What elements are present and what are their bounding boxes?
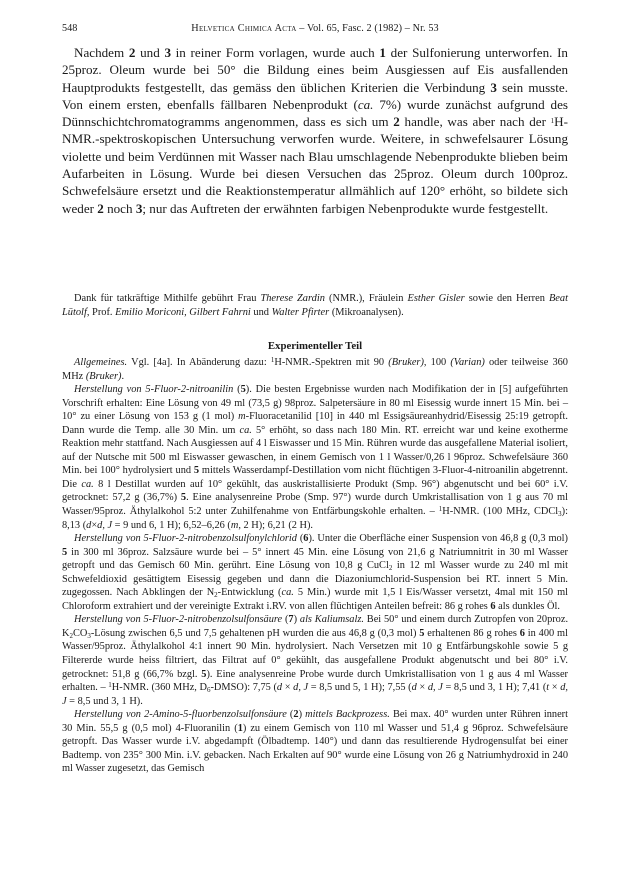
text-run: sowie den Herren bbox=[464, 293, 549, 304]
text-run: ) bbox=[293, 614, 300, 626]
text-run: m bbox=[238, 411, 246, 423]
text-run: d bbox=[276, 682, 283, 694]
text-run: der Sulfonierung unterworfen. In 25proz. Oleum wurde bei 50° die Bildung eines beim Ausgiessen auf Eis ausfallenden Hauptprodukts festgestellt, das gemäss den üblichen Kriterien die Verbindung bbox=[62, 45, 568, 95]
text-run: mittels Wasserdampf-Destillation vom nicht flüchtigen 3-Fluor-4-nitroanilin abgetrennt. Die bbox=[62, 465, 568, 490]
paragraph-compound-2 bbox=[62, 708, 568, 776]
text-run: 1 bbox=[438, 505, 443, 514]
text-run: Herstellung von 5-Fluor-2-nitrobenzolsulfonsäure bbox=[74, 614, 283, 626]
text-run: handle, was aber nach der bbox=[399, 114, 551, 130]
text-run: -Fluoracetanilid [10] in 440 ml Essigsäureanhydrid/Eisessig 25:19 getropft. Dann wurde die Temp. alle 30 Min. um bbox=[62, 411, 569, 436]
text-run: 1 bbox=[237, 722, 243, 734]
text-run: 2 bbox=[97, 200, 104, 216]
paragraph-allgemeines bbox=[62, 356, 568, 383]
text-run: Bei 50° und einem durch Zutropfen von 20proz. K bbox=[62, 614, 569, 639]
text-run: 6 bbox=[490, 600, 496, 612]
text-run: -DMSO): 7,75 ( bbox=[210, 682, 277, 694]
text-run: Vgl. [4a]. In Abänderung dazu: bbox=[127, 357, 271, 368]
text-run: m bbox=[230, 519, 239, 531]
text-run: 3 bbox=[135, 200, 143, 216]
text-run: ( bbox=[233, 384, 241, 396]
text-run: 2 bbox=[293, 709, 299, 721]
text-run: (NMR.), Fräulein bbox=[324, 293, 408, 304]
text-run: × bbox=[416, 682, 428, 694]
text-run: 5 bbox=[419, 627, 425, 639]
text-run: 1 bbox=[108, 681, 112, 690]
text-run: Herstellung von 5-Fluor-2-nitroanilin bbox=[74, 384, 234, 396]
text-run: ): 8,13 ( bbox=[62, 506, 568, 531]
text-run: in reiner Form vorlagen, wurde auch bbox=[170, 45, 380, 60]
text-run: × bbox=[549, 682, 561, 694]
text-run: 5 bbox=[62, 546, 68, 558]
text-run: 3 bbox=[164, 45, 171, 60]
text-run: und bbox=[250, 307, 272, 318]
text-run: CO bbox=[72, 627, 88, 639]
text-run: Therese Zardin bbox=[260, 293, 325, 304]
section-heading: Experimenteller Teil bbox=[267, 340, 363, 352]
text-run: 3 bbox=[87, 631, 91, 640]
paragraph-compound-7 bbox=[62, 613, 568, 708]
text-run: ( bbox=[282, 614, 289, 626]
journal-name: Helvetica Chimica Acta bbox=[191, 23, 297, 34]
text-run: 5 Min.) wurde mit 1,5 l Eis/Wasser versetzt, 4mal mit 150 ml Chloroform extrahiert und der vereinigte Extrakt i.RV. von allen flüchtigen Anteilen befreit: 86 g rohes bbox=[62, 587, 568, 612]
text-run: ( bbox=[296, 533, 304, 545]
text-run: , 2 H); 6,21 (2 H). bbox=[238, 519, 314, 531]
text-run: 8 l Destillat wurden auf 10° gekühlt, das auskristallisierte Produkt (Smp. 96°) abgenutscht und bei 60° i.V. getrocknet: 57,2 g (36,7%) bbox=[62, 478, 568, 504]
text-run: -Entwicklung ( bbox=[217, 587, 282, 599]
text-run: , Prof. bbox=[86, 307, 116, 318]
text-run: ) bbox=[298, 709, 306, 721]
intro-paragraph bbox=[62, 44, 568, 217]
acknowledgement-paragraph bbox=[62, 292, 568, 320]
text-run: , 100 bbox=[423, 357, 451, 368]
text-run: × bbox=[91, 519, 98, 531]
text-run: sein musste. Von einem ersten, ebenfalls fällbaren Nebenprodukt ( bbox=[62, 79, 568, 112]
text-run: ). Eine analysenreine Probe wurde durch Umkristallisation von 1 g aus 4 ml Wasser erhalten. – bbox=[62, 668, 568, 694]
running-header bbox=[62, 22, 568, 36]
text-run: d, J bbox=[427, 682, 443, 694]
text-run: Esther Gisler bbox=[407, 293, 465, 304]
text-run: -Lösung zwischen 6,5 und 7,5 gehaltenen pH wurden die aus 46,8 g (0,3 mol) bbox=[90, 627, 420, 639]
text-run: 3 bbox=[490, 79, 497, 95]
page-number: 548 bbox=[62, 23, 78, 34]
text-run: 6 bbox=[519, 627, 525, 639]
paragraph-compound-6 bbox=[62, 532, 568, 613]
text-run: d bbox=[411, 682, 417, 694]
text-run: Dank für tatkräftige Mithilfe gebührt Frau bbox=[74, 293, 261, 304]
text-run: H-NMR.-Spektren mit 90 bbox=[274, 357, 389, 368]
text-run: 5 bbox=[180, 492, 187, 504]
journal-citation bbox=[62, 22, 568, 36]
text-run: (Varian) bbox=[450, 357, 485, 368]
text-run: und bbox=[135, 45, 165, 60]
text-run: d bbox=[86, 519, 92, 531]
text-run: 1 bbox=[550, 117, 555, 126]
text-run: d, J bbox=[293, 682, 309, 694]
text-run: Beat Lütolf bbox=[62, 293, 568, 318]
text-run: in 12 ml Wasser wurde zu 240 ml mit Schwefeldioxid gesättigtem Eisessig gegeben und dann die Diazoniumchlorid-Suspension bei RT. innert 5 Min. zugegossen. Nach Abklingen der N bbox=[62, 560, 568, 599]
text-run: oder teilweise 360 MHz bbox=[62, 357, 568, 382]
text-run: ca. bbox=[239, 424, 252, 436]
text-run: (Bruker) bbox=[388, 357, 424, 368]
text-run: d, J bbox=[62, 682, 569, 707]
paragraph-compound-5 bbox=[62, 383, 568, 532]
text-run: Nachdem bbox=[74, 45, 129, 60]
text-run: (Mikroanalysen). bbox=[329, 307, 404, 318]
text-run: ca. bbox=[81, 478, 94, 490]
text-run: noch bbox=[103, 200, 136, 216]
text-run: Allgemeines. bbox=[74, 357, 128, 368]
text-run: t bbox=[546, 682, 550, 694]
text-run: d, J bbox=[97, 519, 113, 531]
text-run: 2 bbox=[393, 114, 400, 130]
text-run: 2 bbox=[128, 45, 136, 60]
text-run: 5 bbox=[193, 465, 200, 477]
text-run: 2 bbox=[214, 591, 218, 600]
text-run: ca. bbox=[281, 587, 294, 599]
text-run: 6 bbox=[206, 686, 211, 695]
text-run: (Bruker) bbox=[85, 370, 122, 382]
text-run: in 400 ml Wasser/95proz. Äthylalkohol 4:1 innert 90 Min. hydrolysiert. Nach Versetzen mit 10 g Entfärbungskohle sowie 5 g Filtererde wurde heiss filtriert, das Filtrat auf 0° gekühlt, das ausgefallene Produkt abgenutscht und bei 80° i.V. getrocknet: 51,8 g (66,7% bzgl. bbox=[62, 627, 568, 680]
text-run: 3 bbox=[558, 510, 562, 519]
journal-issue: – Vol. 65, Fasc. 2 (1982) – Nr. 53 bbox=[299, 23, 439, 34]
text-run: 7 bbox=[288, 614, 294, 626]
text-run: ca. bbox=[357, 96, 374, 112]
text-run: Herstellung von 5-Fluor-2-nitrobenzolsulfonylchlorid bbox=[74, 533, 297, 545]
text-run: ( bbox=[286, 709, 294, 721]
text-run: H-NMR. (100 MHz, CDCl bbox=[442, 506, 559, 518]
text-run: H-NMR. (360 MHz, D bbox=[111, 682, 207, 694]
intro-text bbox=[62, 44, 568, 217]
text-run: × bbox=[282, 682, 294, 694]
text-run: ) zu einem Gemisch von 110 ml Wasser und 51,4 g 96proz. Schwefelsäure getropft. Das Wasser wurde i.V. abgedampft (Ölbadtemp. 140°) und dann das resultierende Hydrogensulfat bei einer Badtemp. von 235° 300 Min. i.V. gebacken. Nach Erkalten auf 90° wurde eine Lösung von 26 g Natriumhydroxid in 240 ml Wasser zugesetzt, das Gemisch bbox=[62, 722, 568, 775]
text-run: 5° erhöht, so dass nach 180 Min. RT. erreicht war und keine exotherme Reaktion mehr stattfand. Nach Ausgiessen auf 4 l Eiswasser und 15 Min. Rühren wurde das ausgefallene Material isoliert, auf der Nutsche mit 500 ml Eiswasser gewaschen, in einem Gemisch von 1 l Wasser/0,26 l 96proz. Schwefelsäure 360 Min. bei 100° hydrolysiert und bbox=[62, 424, 568, 477]
text-run: 2 bbox=[69, 631, 73, 640]
acknowledgement bbox=[62, 292, 568, 320]
text-run: Emilio Moriconi, Gilbert Fahrni bbox=[115, 307, 251, 318]
experimental-section bbox=[62, 356, 568, 776]
text-run: ). Die besten Ergebnisse wurden nach Modifikation der in [5] aufgeführten Vorschrift erhalten: Eine Lösung von 49 ml (73,5 g) 98proz. Salpetersäure in 80 ml Eisessig wurde innert 15 Min. bei – 10° zu einer Lösung von 153 g (1 mol) bbox=[62, 384, 568, 423]
text-run: mittels Backprozess. bbox=[305, 709, 390, 721]
text-run: Walter Pfirter bbox=[271, 307, 330, 318]
text-run: 5 bbox=[201, 668, 207, 680]
text-run: Bei max. 40° wurden unter Rühren innert 30 Min. 55,5 g (0,5 mol) 4-Fluoranilin ( bbox=[62, 709, 569, 734]
text-run: . bbox=[121, 370, 125, 382]
text-run: 5 bbox=[240, 384, 246, 396]
text-run: 1 bbox=[379, 45, 386, 60]
text-run: . Eine analysenreine Probe (Smp. 97°) wurde durch Umkristallisation von 1 g aus 70 ml Wasser/95proz. Äthylalkohol 5:2 unter Zuhilfenahme von Entfärbungskohle erhalten. – bbox=[62, 492, 568, 518]
text-run: als dunkles Öl. bbox=[495, 600, 560, 612]
text-run: = 8,5 und 3, 1 H); 7,41 ( bbox=[442, 682, 547, 694]
text-run: 2 bbox=[388, 564, 393, 573]
text-run: ; nur das Auftreten der erwähnten farbigen Nebenprodukte wurde festgestellt. bbox=[142, 200, 549, 216]
text-run: 7%) wurde zunächst aufgrund des Dünnschichtchromatogramms angenommen, dass es sich um bbox=[62, 96, 568, 130]
text-run: 1 bbox=[270, 356, 275, 364]
text-run: = 9 und 6, 1 H); 6,52–6,26 ( bbox=[112, 519, 231, 531]
text-run: erhaltenen 86 g rohes bbox=[424, 627, 520, 639]
text-run: H-NMR.-spektroskopischen Untersuchung verworfen wurde. Weitere, in schwefelsaurer Lösung violette und beim Verdünnen mit Wasser nach Blau umschlagende Nebenprodukte blieben beim Aufarbeiten in Lösung. Wurde bei diesen Versuchen das 25proz. Oleum durch 100proz. Schwefelsäure ersetzt und die Reaktionstemperatur allmählich auf 120° erhöht, so bildete sich weder bbox=[62, 114, 568, 216]
text-run: 6 bbox=[303, 533, 309, 545]
text-run: = 8,5 und 5, 1 H); 7,55 ( bbox=[308, 682, 412, 694]
text-run: = 8,5 und 3, 1 H). bbox=[66, 695, 143, 707]
text-run: in 300 ml 36proz. Salzsäure wurde bei – 5° innert 45 Min. eine Lösung von 21,6 g Natriumnitrit in 30 ml Wasser getropft und das Gemisch 60 Min. gerührt. Eine Lösung von 10,8 g CuCl bbox=[62, 546, 568, 572]
text-run: als Kaliumsalz. bbox=[299, 614, 364, 626]
text-run: ). Unter die Oberfläche einer Suspension von 46,8 g (0,3 mol) bbox=[308, 533, 568, 545]
text-run: Herstellung von 2-Amino-5-fluorbenzolsulfonsäure bbox=[74, 709, 287, 721]
